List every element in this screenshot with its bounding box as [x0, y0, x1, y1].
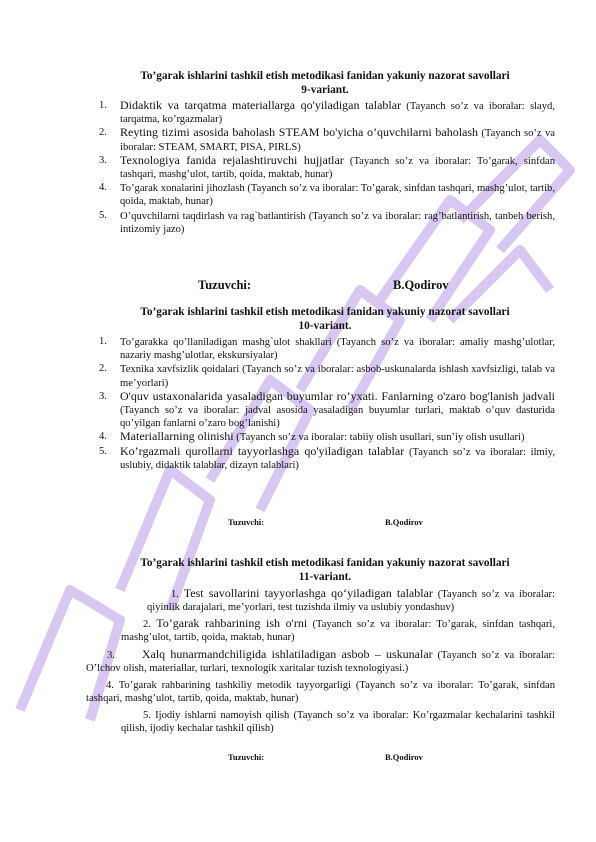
question-list	[95, 99, 555, 236]
item-lead: Ko’rgazmali qurollarni tayyorlashga qo'yiladigan talablar	[120, 443, 405, 458]
item-number: 2.	[99, 127, 107, 139]
item-number: 4.	[106, 680, 114, 691]
section-10	[95, 306, 555, 472]
item-text: (Tayanch so’z va iboralar: slayd, tarqatma, ko’rgazmalar)	[120, 101, 555, 126]
item-text: Texnika xavfsizlik qoidalari (Tayanch so’z va iboralar: asbob-uskunalarda ishlash xavfsizligi, talab va me’yorlari)	[120, 364, 555, 389]
signer-name: B.Qodirov	[393, 278, 449, 292]
item-lead: Didaktik va tarqatma materiallarga qo'yiladigan talablar	[120, 98, 402, 112]
item-text: Ijodiy ishlarni namoyish qilish (Tayanch so’z va iboralar: Ko’rgazmalar kechalarini tashkil qilish, ijodiy kechalar tashkil qilish)	[121, 710, 555, 735]
section-11	[95, 557, 555, 584]
list-item	[95, 99, 555, 126]
item-text: (Tayanch so’z va iboralar: ilmiy, uslubiy, didaktik talablar, dizayn talablari)	[120, 446, 555, 471]
signer-label: Tuzuvchi:	[228, 752, 265, 762]
item-number: 3.	[107, 650, 115, 661]
list-item	[86, 679, 555, 705]
list-item	[95, 154, 555, 181]
question-list	[95, 335, 555, 472]
item-number: 5.	[99, 209, 107, 221]
item-text: To’garakka qo’llaniladigan mashg`ulot shakllari (Tayanch so’z va iboralar: amaliy mashg’ulotlar, nazariy mashg’ulotlar, ekskursiyalar)	[120, 337, 555, 362]
item-lead: Xalq hunarmandchiligida ishlatiladigan asbob – uskunalar	[141, 647, 433, 661]
list-item	[95, 209, 555, 236]
signer-label: Tuzuvchi:	[228, 517, 265, 527]
item-text: To’garak xonalarini jihozlash (Tayanch so’z va iboralar: To’garak, sinfdan tashqari, mashg’ulot, tartib, qoida, maktab, hunar)	[120, 183, 555, 208]
title-text: To’garak ishlarini tashkil etish metodikasi fanidan yakuniy nazorat savollari	[140, 70, 510, 82]
list-item	[95, 335, 555, 362]
item-number: 5.	[143, 710, 151, 721]
list-item	[121, 617, 555, 644]
list-item	[95, 445, 555, 472]
item-number: 2.	[99, 363, 107, 375]
item-number: 2.	[143, 619, 151, 630]
list-item	[121, 709, 555, 735]
variant-label: 10-variant.	[298, 319, 352, 332]
list-item	[95, 362, 555, 389]
section-title	[95, 557, 555, 584]
list-item	[95, 181, 555, 208]
item-lead: To’garak rahbarining ish o'rni	[156, 616, 308, 630]
signer-name: B.Qodirov	[385, 517, 423, 527]
item-number: 1.	[99, 336, 107, 347]
item-number: 5.	[99, 445, 107, 457]
item-text: (Tayanch so’z va iboralar: qiyinlik darajalari, me’yorlari, test tuzishda ilmiy va uslubiy yondashuv)	[147, 589, 555, 614]
item-number: 1.	[171, 589, 179, 600]
item-text: (Tayanch so’z va iboralar: To’garak, sinfdan tashqari, mashg’ulot, tartib, qoida, maktab, hunar)	[121, 619, 556, 644]
section-title	[95, 70, 555, 97]
item-lead: Texnologiya fanida rejalashtiruvchi hujjatlar	[120, 152, 344, 167]
title-text: To’garak ishlarini tashkil etish metodikasi fanidan yakuniy nazorat savollari	[140, 557, 510, 569]
title-text: To’garak ishlarini tashkil etish metodikasi fanidan yakuniy nazorat savollari	[140, 306, 510, 318]
list-item	[147, 587, 555, 614]
section-9	[95, 70, 555, 236]
list-item	[95, 126, 555, 153]
item-text: To’garak rahbarining tashkiliy metodik tayyorgarligi (Tayanch so’z va iboralar: To’garak, sinfdan tashqari, mashg’ulot, tartib, qoida, maktab, hunar)	[86, 680, 555, 705]
item-text: (Tayanch so’z va iboralar: tabiiy olish usullari, sun’iy olish usullari)	[233, 432, 525, 444]
list-item	[86, 648, 555, 675]
item-number: 3.	[99, 154, 107, 166]
list-item	[95, 430, 555, 444]
item-lead: O'quv ustaxonalarida yasaladigan buyumlar ro’yxati. Fanlarning o'zaro bog'lanish jadvali	[120, 388, 555, 403]
item-text: (Tayanch so’z va iboralar: O’lchov olish, materiallar, turlari, texnologik xaritalar tuzish texnologiyasi.)	[86, 650, 555, 675]
item-text: (Tayanch so’z va iboralar: To’garak, sinfdan tashqari, mashg’ulot, tartib, qoida, maktab, hunar)	[120, 155, 555, 181]
item-text: (Tayanch so’z va iboralar: STEAM, SMART, PISA, PIRLS)	[120, 128, 555, 153]
list-item	[95, 390, 555, 431]
item-number: 3.	[99, 390, 107, 402]
item-number: 4.	[99, 431, 107, 443]
variant-label: 9-variant.	[301, 83, 349, 96]
item-text: (Tayanch so’z va iboralar: jadval asosida yasaladigan buyumlar turlari, maktab o’quv dasturida qo’yilgan fanlarni o’zaro bog’lanishi)	[120, 405, 555, 430]
item-number: 4.	[99, 182, 107, 194]
signer-label: Tuzuvchi:	[198, 278, 252, 292]
item-lead: Materiallarning olinishi	[120, 429, 234, 444]
section-title	[95, 306, 555, 333]
item-lead: Reyting tizimi asosida baholash STEAM bo'yicha o’quvchilarni baholash	[120, 125, 479, 140]
item-lead: Test savollarini tayyorlashga qo‘yiladigan talablar	[183, 586, 433, 600]
signer-name: B.Qodirov	[385, 752, 423, 762]
variant-label: 11-variant.	[298, 570, 352, 583]
item-text: O’quvchilarni taqdirlash va rag`batlantirish (Tayanch so’z va iboralar: rag’batlantirish, tanbeh berish, intizomiy jazo)	[120, 210, 555, 235]
item-number: 1.	[99, 100, 107, 111]
